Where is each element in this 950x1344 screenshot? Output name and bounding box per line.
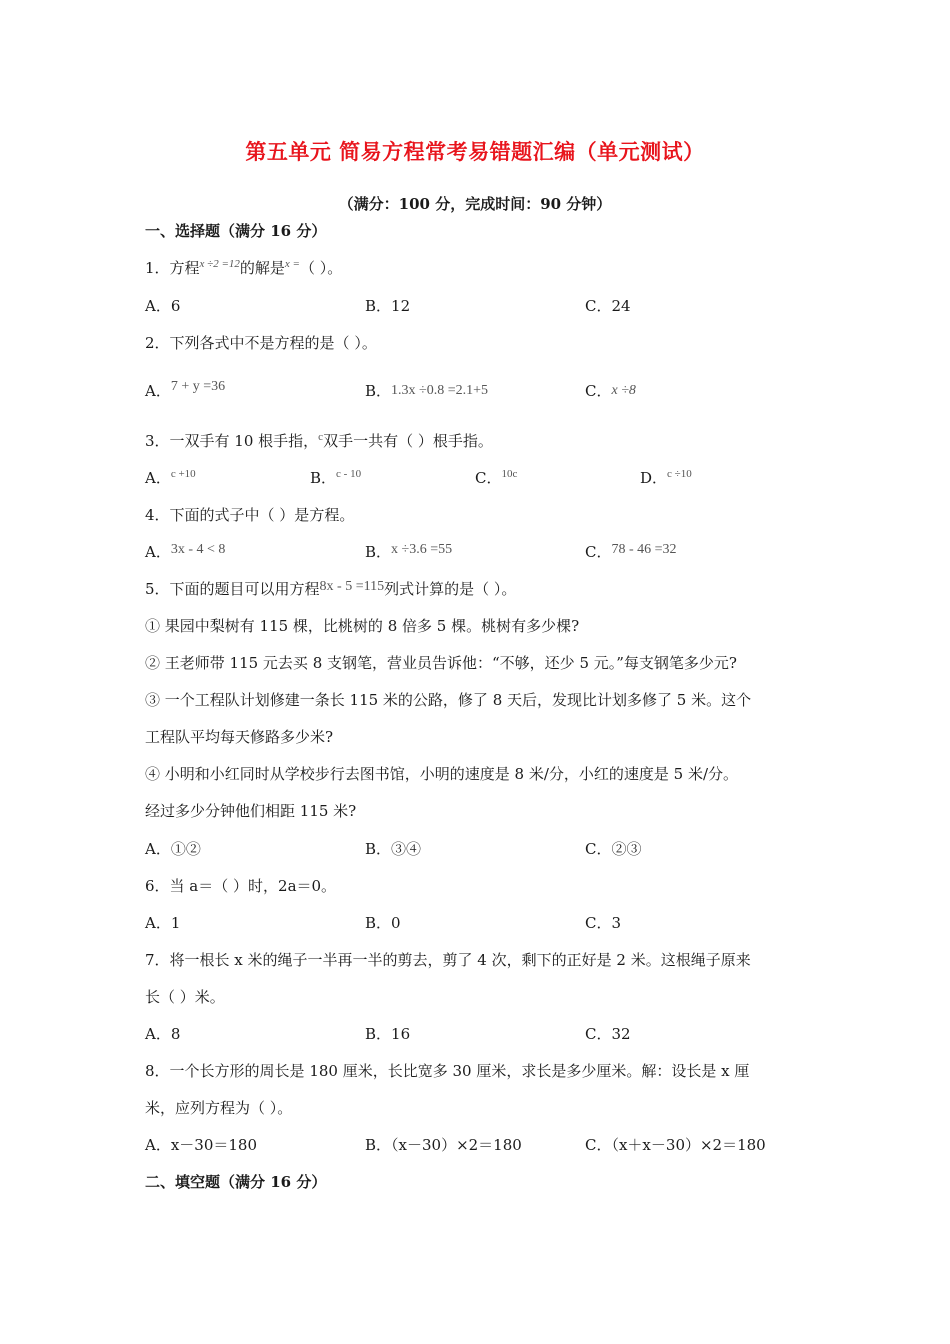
question-4-option-b xyxy=(365,541,452,562)
question-8-option-c: C．（x＋x－30）×2＝180 xyxy=(585,1136,766,1154)
question-1-text-mid: 的解是 xyxy=(239,259,285,277)
question-8-option-b: B．（x－30）×2＝180 xyxy=(365,1136,522,1154)
option-label: A． xyxy=(145,543,171,561)
question-7-option-c: C．32 xyxy=(585,1025,631,1043)
question-2: 2．下列各式中不是方程的是（ ）。 xyxy=(145,334,377,352)
option-label: B． xyxy=(310,469,337,487)
question-3-text: 3．一双手有 10 根手指， xyxy=(145,432,319,450)
question-3-option-b xyxy=(310,467,361,488)
question-3-text-end: 双手一共有（ ）根手指。 xyxy=(323,432,493,450)
question-8: 8．一个长方形的周长是 180 厘米，长比宽多 30 厘米，求长是多少厘米。解：设长是 x 厘 xyxy=(145,1062,750,1080)
question-4-option-a xyxy=(145,541,225,562)
question-1-variable: x = xyxy=(284,258,300,270)
question-5-option-c: C．②③ xyxy=(585,840,642,858)
question-8-cont: 米，应列方程为（ ）。 xyxy=(145,1099,293,1117)
question-6-option-b: B．0 xyxy=(365,914,401,932)
question-7-option-b: B．16 xyxy=(365,1025,411,1043)
question-7-option-a: A．8 xyxy=(145,1025,181,1043)
question-8-option-a: A．x－30＝180 xyxy=(145,1136,258,1154)
option-math: x ÷3.6 =55 xyxy=(391,542,453,557)
question-5-scenario-4: ④ 小明和小红同时从学校步行去图书馆，小明的速度是 8 米/分，小红的速度是 5 米/分。 xyxy=(145,765,739,783)
question-5-scenario-3: ③ 一个工程队计划修建一条长 115 米的公路，修了 8 天后，发现比计划多修了 5 米。这个 xyxy=(145,691,752,709)
option-label: C． xyxy=(585,382,612,400)
question-1-text-end: （ ）。 xyxy=(299,259,343,277)
question-3-option-c xyxy=(475,467,517,488)
question-4-option-c xyxy=(585,541,677,562)
question-1-option-a: A．6 xyxy=(145,297,181,315)
option-math: 7 + y =36 xyxy=(170,379,226,394)
option-label: D． xyxy=(640,469,668,487)
question-2-option-c xyxy=(585,380,636,401)
section-heading-choice: 一、选择题（满分 16 分） xyxy=(145,222,327,240)
question-3-option-a xyxy=(145,467,196,488)
question-5-option-b: B．③④ xyxy=(365,840,422,858)
question-7: 7．将一根长 x 米的绳子一半再一半的剪去，剪了 4 次，剩下的正好是 2 米。这根绳子原来 xyxy=(145,951,751,969)
question-1-option-c: C．24 xyxy=(585,297,631,315)
question-5-scenario-2: ② 王老师带 115 元去买 8 支钢笔，营业员告诉他：“不够，还少 5 元。”每支钢笔多少元? xyxy=(145,654,737,672)
question-5-scenario-4-cont: 经过多少分钟他们相距 115 米? xyxy=(145,802,357,820)
option-math: 78 - 46 =32 xyxy=(611,542,677,557)
option-label: B． xyxy=(365,382,392,400)
question-1 xyxy=(145,257,342,278)
option-math: x ÷8 xyxy=(611,383,636,398)
page-title: 第五单元 简易方程常考易错题汇编（单元测试） xyxy=(245,140,705,164)
section-heading-fill-in: 二、填空题（满分 16 分） xyxy=(145,1173,327,1191)
question-5 xyxy=(145,578,516,599)
question-6: 6．当 a＝（ ）时，2a＝0。 xyxy=(145,877,337,895)
question-5-scenario-1: ① 果园中梨树有 115 棵，比桃树的 8 倍多 5 棵。桃树有多少棵? xyxy=(145,617,580,635)
option-math: 3x - 4 < 8 xyxy=(170,542,226,557)
option-math: 10c xyxy=(501,468,518,480)
question-3-variable: c xyxy=(318,431,324,443)
option-label: B． xyxy=(365,543,392,561)
question-4: 4．下面的式子中（ ）是方程。 xyxy=(145,506,355,524)
question-1-option-b: B．12 xyxy=(365,297,411,315)
question-6-option-c: C．3 xyxy=(585,914,622,932)
question-3-option-d xyxy=(640,467,692,488)
exam-info: （满分：100 分，完成时间：90 分钟） xyxy=(338,195,612,213)
question-5-text: 5．下面的题目可以用方程 xyxy=(145,580,320,598)
option-math: c ÷10 xyxy=(667,468,692,480)
question-2-option-a xyxy=(145,380,225,401)
option-label: C． xyxy=(475,469,502,487)
question-5-text-end: 列式计算的是（ ）。 xyxy=(384,580,517,598)
question-1-text: 1．方程 xyxy=(145,259,200,277)
option-math: c +10 xyxy=(170,468,196,480)
option-label: C． xyxy=(585,543,612,561)
option-math: c - 10 xyxy=(336,468,362,480)
question-7-cont: 长（ ）米。 xyxy=(145,988,225,1006)
question-5-option-a: A．①② xyxy=(145,840,201,858)
option-label: A． xyxy=(145,382,171,400)
question-1-equation: x ÷2 =12 xyxy=(199,258,240,270)
question-5-scenario-3-cont: 工程队平均每天修路多少米? xyxy=(145,728,334,746)
question-5-equation: 8x - 5 =115 xyxy=(319,579,385,594)
question-3 xyxy=(145,430,493,451)
question-6-option-a: A．1 xyxy=(145,914,181,932)
option-math: 1.3x ÷0.8 =2.1+5 xyxy=(391,383,489,398)
option-label: A． xyxy=(145,469,171,487)
question-2-option-b xyxy=(365,380,488,401)
